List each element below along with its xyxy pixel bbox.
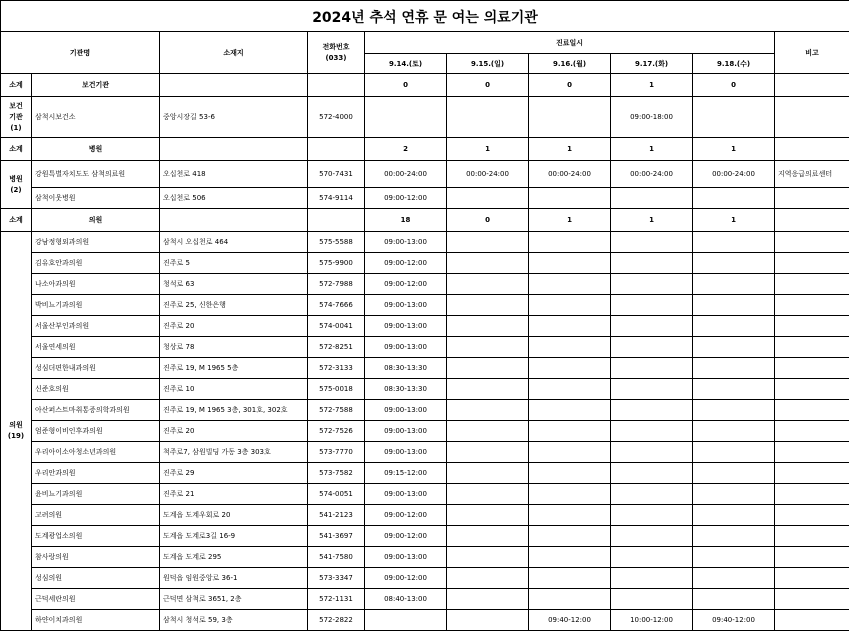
institution-name: 서울연세의원 (32, 337, 160, 358)
opening-hours (529, 463, 611, 484)
opening-hours: 08:40-13:00 (365, 589, 447, 610)
opening-hours (447, 337, 529, 358)
institution-address: 진주로 25, 신한은행 (160, 295, 308, 316)
institution-name: 윤비뇨기과의원 (32, 484, 160, 505)
empty-cell (308, 74, 365, 97)
opening-hours (693, 379, 775, 400)
opening-hours (529, 526, 611, 547)
opening-hours (365, 610, 447, 631)
empty-cell (160, 209, 308, 232)
opening-hours: 09:00-13:00 (365, 316, 447, 337)
institution-phone: 572-7988 (308, 274, 365, 295)
institution-address: 진주로 10 (160, 379, 308, 400)
opening-hours (693, 253, 775, 274)
institution-note (775, 337, 849, 358)
opening-hours (529, 337, 611, 358)
header-day: 9.15.(일) (447, 54, 529, 74)
opening-hours (447, 547, 529, 568)
opening-hours: 09:00-13:00 (365, 295, 447, 316)
opening-hours (447, 589, 529, 610)
institution-note (775, 232, 849, 253)
institution-address: 진주로 19, M 1965 5층 (160, 358, 308, 379)
opening-hours (529, 358, 611, 379)
table-row (1, 421, 849, 442)
institution-phone: 575-5588 (308, 232, 365, 253)
institution-note (775, 589, 849, 610)
institution-note (775, 484, 849, 505)
opening-hours (447, 274, 529, 295)
empty-cell (308, 209, 365, 232)
opening-hours (693, 97, 775, 138)
opening-hours (693, 589, 775, 610)
subtotal-row (1, 74, 849, 97)
header-note: 비고 (775, 32, 849, 74)
subtotal-row (1, 138, 849, 161)
institution-phone: 573-7770 (308, 442, 365, 463)
institution-note (775, 505, 849, 526)
subtotal-count: 1 (529, 209, 611, 232)
opening-hours (529, 568, 611, 589)
opening-hours (529, 505, 611, 526)
table-row (1, 463, 849, 484)
category-cell (1, 161, 32, 209)
institution-name: 하얀이치과의원 (32, 610, 160, 631)
institution-address: 중앙시장길 53-6 (160, 97, 308, 138)
category-line: 병원 (9, 174, 23, 183)
opening-hours: 00:00-24:00 (447, 161, 529, 188)
table-row (1, 589, 849, 610)
category-line: 보건 (9, 101, 23, 110)
institution-note (775, 442, 849, 463)
institution-address: 청상로 78 (160, 337, 308, 358)
institution-note (775, 463, 849, 484)
institution-phone: 572-8251 (308, 337, 365, 358)
opening-hours: 00:00-24:00 (529, 161, 611, 188)
table-row (1, 526, 849, 547)
opening-hours (611, 463, 693, 484)
opening-hours (611, 295, 693, 316)
subtotal-count: 1 (693, 209, 775, 232)
opening-hours (611, 337, 693, 358)
institution-address: 도계읍 도계우회로 20 (160, 505, 308, 526)
opening-hours: 09:15-12:00 (365, 463, 447, 484)
institution-address: 진주로 21 (160, 484, 308, 505)
institution-name: 삼척시보건소 (32, 97, 160, 138)
header-day: 9.16.(월) (529, 54, 611, 74)
opening-hours (447, 526, 529, 547)
opening-hours (447, 442, 529, 463)
opening-hours: 09:00-13:00 (365, 232, 447, 253)
opening-hours (529, 484, 611, 505)
institution-phone: 574-7666 (308, 295, 365, 316)
table-row (1, 232, 849, 253)
opening-hours: 09:00-18:00 (611, 97, 693, 138)
opening-hours (693, 337, 775, 358)
table-row (1, 610, 849, 631)
opening-hours (447, 232, 529, 253)
institution-note (775, 188, 849, 209)
empty-cell (160, 138, 308, 161)
opening-hours (693, 295, 775, 316)
institution-address: 오십천로 418 (160, 161, 308, 188)
institution-phone: 573-3347 (308, 568, 365, 589)
institution-note (775, 358, 849, 379)
institution-address: 도계읍 도계로3길 16-9 (160, 526, 308, 547)
institution-address: 척주로7, 삼원빌딩 가동 3층 303호 (160, 442, 308, 463)
subtotal-count: 1 (611, 209, 693, 232)
opening-hours (611, 358, 693, 379)
institution-note (775, 295, 849, 316)
institution-name: 참사랑의원 (32, 547, 160, 568)
institution-phone: 541-7580 (308, 547, 365, 568)
institution-name: 성심더편한내과의원 (32, 358, 160, 379)
opening-hours (693, 188, 775, 209)
opening-hours (611, 568, 693, 589)
opening-hours (447, 400, 529, 421)
institution-name: 신준호의원 (32, 379, 160, 400)
opening-hours (447, 484, 529, 505)
opening-hours (529, 547, 611, 568)
empty-cell (775, 74, 849, 97)
opening-hours (693, 463, 775, 484)
opening-hours: 09:40-12:00 (529, 610, 611, 631)
opening-hours (611, 484, 693, 505)
opening-hours: 09:00-13:00 (365, 484, 447, 505)
opening-hours (529, 274, 611, 295)
header-address: 소재지 (160, 32, 308, 74)
opening-hours (447, 505, 529, 526)
category-cell (1, 97, 32, 138)
table-row (1, 337, 849, 358)
institution-phone: 574-0041 (308, 316, 365, 337)
header-phone-line2: (033) (325, 53, 347, 62)
subtotal-count: 18 (365, 209, 447, 232)
institution-name: 김유호안과의원 (32, 253, 160, 274)
table-row (1, 400, 849, 421)
subtotal-name: 병원 (32, 138, 160, 161)
institution-address: 삼척시 청석로 59, 3층 (160, 610, 308, 631)
opening-hours (611, 316, 693, 337)
institution-phone: 574-0051 (308, 484, 365, 505)
category-line: (1) (10, 123, 22, 132)
category-cell (1, 232, 32, 631)
opening-hours: 08:30-13:30 (365, 379, 447, 400)
subtotal-name: 의원 (32, 209, 160, 232)
subtotal-count: 2 (365, 138, 447, 161)
subtotal-label: 소계 (1, 209, 32, 232)
opening-hours: 09:00-12:00 (365, 253, 447, 274)
institution-address: 진주로 19, M 1965 3층, 301호, 302호 (160, 400, 308, 421)
opening-hours (529, 188, 611, 209)
opening-hours (611, 379, 693, 400)
institution-phone: 575-9900 (308, 253, 365, 274)
institution-address: 오십천로 506 (160, 188, 308, 209)
header-day: 9.17.(화) (611, 54, 693, 74)
opening-hours: 09:00-13:00 (365, 421, 447, 442)
opening-hours: 09:00-12:00 (365, 568, 447, 589)
institution-phone: 541-3697 (308, 526, 365, 547)
empty-cell (775, 209, 849, 232)
opening-hours (447, 188, 529, 209)
institution-name: 강원특별자치도도 삼척의료원 (32, 161, 160, 188)
institution-note (775, 400, 849, 421)
institution-address: 청석로 63 (160, 274, 308, 295)
institution-phone: 574-9114 (308, 188, 365, 209)
institution-name: 나소아과의원 (32, 274, 160, 295)
subtotal-label: 소계 (1, 74, 32, 97)
opening-hours (447, 358, 529, 379)
category-line: 기관 (9, 112, 23, 121)
subtotal-label: 소계 (1, 138, 32, 161)
institution-note (775, 568, 849, 589)
empty-cell (160, 74, 308, 97)
institution-phone: 572-7588 (308, 400, 365, 421)
header-name: 기관명 (1, 32, 160, 74)
opening-hours (529, 442, 611, 463)
opening-hours (611, 188, 693, 209)
institution-phone: 572-3133 (308, 358, 365, 379)
institution-address: 진주로 20 (160, 316, 308, 337)
opening-hours (447, 379, 529, 400)
opening-hours (611, 253, 693, 274)
institution-name: 강남정형외과의원 (32, 232, 160, 253)
institution-phone: 573-7582 (308, 463, 365, 484)
opening-hours (447, 295, 529, 316)
opening-hours: 09:00-12:00 (365, 505, 447, 526)
subtotal-count: 1 (611, 74, 693, 97)
subtotal-count: 1 (529, 138, 611, 161)
institution-address: 도계읍 도계로 295 (160, 547, 308, 568)
opening-hours (447, 316, 529, 337)
empty-cell (308, 138, 365, 161)
subtotal-count: 0 (447, 74, 529, 97)
opening-hours (693, 526, 775, 547)
institution-address: 진주로 20 (160, 421, 308, 442)
subtotal-count: 1 (611, 138, 693, 161)
institution-name: 서울산부인과의원 (32, 316, 160, 337)
opening-hours: 00:00-24:00 (693, 161, 775, 188)
institution-address: 원덕읍 임원중앙로 36-1 (160, 568, 308, 589)
table-row (1, 97, 849, 138)
opening-hours (693, 421, 775, 442)
opening-hours (529, 97, 611, 138)
subtotal-count: 0 (693, 74, 775, 97)
subtotal-count: 1 (693, 138, 775, 161)
table-row (1, 484, 849, 505)
opening-hours (693, 505, 775, 526)
opening-hours (529, 232, 611, 253)
opening-hours (529, 379, 611, 400)
table-row (1, 379, 849, 400)
institution-note (775, 547, 849, 568)
institution-address: 근덕면 삼척로 3651, 2층 (160, 589, 308, 610)
category-line: (2) (10, 185, 22, 194)
institution-phone: 572-2822 (308, 610, 365, 631)
opening-hours (611, 505, 693, 526)
institution-phone: 572-7526 (308, 421, 365, 442)
header-phone-line1: 전화번호 (322, 42, 350, 51)
institution-note (775, 526, 849, 547)
header-phone (308, 32, 365, 74)
opening-hours (447, 463, 529, 484)
institution-name: 우리안과의원 (32, 463, 160, 484)
page-title: 2024년 추석 연휴 문 여는 의료기관 (1, 1, 849, 32)
opening-hours: 08:30-13:30 (365, 358, 447, 379)
opening-hours (447, 568, 529, 589)
opening-hours (529, 316, 611, 337)
header-schedule: 진료일시 (365, 32, 775, 54)
opening-hours (447, 97, 529, 138)
opening-hours (529, 253, 611, 274)
institution-name: 근덕세란의원 (32, 589, 160, 610)
opening-hours (693, 400, 775, 421)
opening-hours: 09:00-12:00 (365, 188, 447, 209)
opening-hours: 09:40-12:00 (693, 610, 775, 631)
subtotal-count: 0 (365, 74, 447, 97)
opening-hours (693, 442, 775, 463)
opening-hours (611, 400, 693, 421)
institution-name: 성심의원 (32, 568, 160, 589)
institution-note (775, 421, 849, 442)
opening-hours: 09:00-13:00 (365, 547, 447, 568)
opening-hours: 09:00-13:00 (365, 400, 447, 421)
table-row (1, 505, 849, 526)
institution-phone: 541-2123 (308, 505, 365, 526)
table-row (1, 161, 849, 188)
institution-address: 삼척시 오십천로 464 (160, 232, 308, 253)
institution-address: 진주로 29 (160, 463, 308, 484)
opening-hours (693, 274, 775, 295)
institution-name: 삼척이웃병원 (32, 188, 160, 209)
institution-name: 아산퍼스트마취통증의학과의원 (32, 400, 160, 421)
institution-note (775, 253, 849, 274)
institution-phone: 570-7431 (308, 161, 365, 188)
subtotal-name: 보건기관 (32, 74, 160, 97)
subtotal-count: 0 (529, 74, 611, 97)
opening-hours (447, 253, 529, 274)
opening-hours (447, 610, 529, 631)
institution-phone: 575-0018 (308, 379, 365, 400)
opening-hours (611, 274, 693, 295)
institution-name: 고려의원 (32, 505, 160, 526)
header-day: 9.14.(토) (365, 54, 447, 74)
institution-name: 도계광업소의원 (32, 526, 160, 547)
institution-note (775, 379, 849, 400)
institution-note (775, 610, 849, 631)
table-row (1, 547, 849, 568)
opening-hours: 00:00-24:00 (365, 161, 447, 188)
institution-note (775, 97, 849, 138)
opening-hours: 09:00-13:00 (365, 442, 447, 463)
opening-hours (529, 589, 611, 610)
opening-hours (611, 442, 693, 463)
opening-hours (529, 295, 611, 316)
subtotal-count: 1 (447, 138, 529, 161)
opening-hours (693, 547, 775, 568)
empty-cell (775, 138, 849, 161)
category-line: (19) (7, 432, 25, 440)
opening-hours: 09:00-13:00 (365, 337, 447, 358)
table-row (1, 295, 849, 316)
opening-hours (611, 526, 693, 547)
table-row (1, 568, 849, 589)
table-row (1, 253, 849, 274)
category-line: 의원 (9, 421, 23, 429)
institution-name: 박비뇨기과의원 (32, 295, 160, 316)
table-row (1, 316, 849, 337)
institution-name: 우리아이소아청소년과의원 (32, 442, 160, 463)
table-row (1, 274, 849, 295)
subtotal-row (1, 209, 849, 232)
opening-hours (611, 589, 693, 610)
opening-hours (365, 97, 447, 138)
table-row (1, 188, 849, 209)
opening-hours (611, 421, 693, 442)
institution-note: 지역응급의료센터 (775, 161, 849, 188)
opening-hours (693, 484, 775, 505)
opening-hours: 09:00-12:00 (365, 526, 447, 547)
table-row (1, 442, 849, 463)
opening-hours (693, 316, 775, 337)
institution-name: 엄준형이비인후과의원 (32, 421, 160, 442)
institution-address: 진주로 5 (160, 253, 308, 274)
opening-hours (529, 421, 611, 442)
header-day: 9.18.(수) (693, 54, 775, 74)
opening-hours (693, 568, 775, 589)
subtotal-count: 0 (447, 209, 529, 232)
institution-note (775, 274, 849, 295)
opening-hours: 10:00-12:00 (611, 610, 693, 631)
opening-hours (693, 232, 775, 253)
opening-hours (529, 400, 611, 421)
opening-hours: 09:00-12:00 (365, 274, 447, 295)
opening-hours (693, 358, 775, 379)
opening-hours (611, 547, 693, 568)
opening-hours (611, 232, 693, 253)
institution-phone: 572-4000 (308, 97, 365, 138)
table-row (1, 358, 849, 379)
opening-hours (447, 421, 529, 442)
opening-hours: 00:00-24:00 (611, 161, 693, 188)
institution-phone: 572-1131 (308, 589, 365, 610)
institution-note (775, 316, 849, 337)
